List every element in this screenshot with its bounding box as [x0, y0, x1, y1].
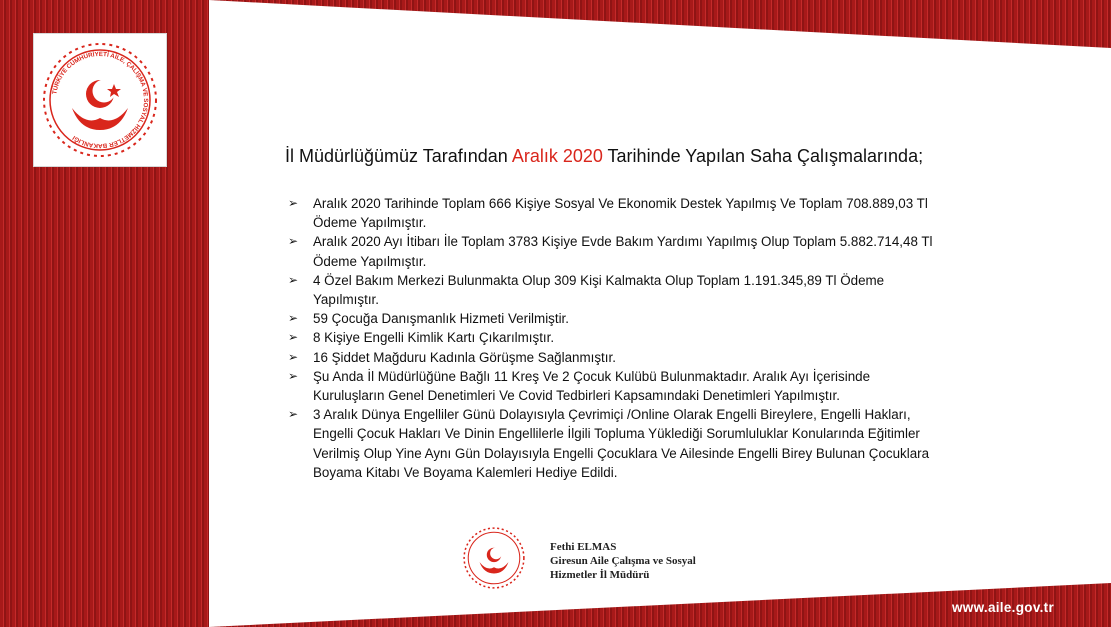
ministry-logo: [33, 33, 167, 167]
ministry-seal-icon: [34, 34, 166, 166]
list-item: ➢ 3 Aralık Dünya Engelliler Günü Dolayısıyla Çevrimiçi /Online Olarak Engelli Bireylere, Engelli Hakları, Engelli Çocuk Hakları Ve Dinin Engellilerle İlgili Topluma Yüklediği Sorumluluklar Konularında Eğitimler Verilmiş Olup Yine Aynı Gün Dolayısıyla Engelli Çocuklara Ve Ailesinde Engelli Birey Bulunan Çocuklara Boyama Kitabı Ve Boyama Kalemleri Hediye Edildi.: [288, 407, 930, 480]
list-item: ➢ 59 Çocuğa Danışmanlık Hizmeti Verilmiştir.: [288, 309, 1008, 328]
page-title: İl Müdürlüğümüz Tarafından Aralık 2020 Tarihinde Yapılan Saha Çalışmalarında;: [285, 146, 924, 166]
logo-ring-text: TÜRKİYE CUMHURİYETİ AİLE, ÇALIŞMA VE SOSYAL HİZMETLER BAKANLIĞI: [51, 50, 150, 150]
list-item: ➢ Aralık 2020 Ayı İtibarı İle Toplam 3783 Kişiye Evde Bakım Yardımı Yapılmış Olup Toplam 5.882.714,48 Tl Ödeme Yapılmıştır.: [288, 234, 933, 269]
ministry-seal-icon: [460, 524, 528, 592]
signatory-title-line: Hizmetler İl Müdürü: [550, 569, 650, 581]
signature-block: [460, 524, 740, 594]
arrow-bullet-icon: ➢: [288, 368, 299, 383]
arrow-bullet-icon: ➢: [288, 330, 299, 345]
activity-list: [288, 194, 1008, 482]
arrow-bullet-icon: ➢: [288, 234, 299, 249]
list-item: ➢ Aralık 2020 Tarihinde Toplam 666 Kişiye Sosyal Ve Ekonomik Destek Yapılmış Ve Toplam 708.889,03 Tl Ödeme Yapılmıştır.: [288, 196, 928, 231]
list-item: ➢ 8 Kişiye Engelli Kimlik Kartı Çıkarılmıştır.: [288, 328, 1008, 347]
website-url: www.aile.gov.tr: [952, 600, 1055, 615]
title-highlight-date: Aralık 2020: [511, 146, 603, 166]
signatory-name: Fethi ELMAS: [550, 541, 617, 553]
list-item: ➢ 16 Şiddet Mağduru Kadınla Görüşme Sağlanmıştır.: [288, 348, 1008, 367]
signatory-title-line: Giresun Aile Çalışma ve Sosyal: [550, 555, 696, 567]
arrow-bullet-icon: ➢: [288, 349, 299, 364]
arrow-bullet-icon: ➢: [288, 311, 299, 326]
list-item: ➢ Şu Anda İl Müdürlüğüne Bağlı 11 Kreş Ve 2 Çocuk Kulübü Bulunmaktadır. Aralık Ayı İçerisinde Kuruluşların Genel Denetimleri Ve Covid Tedbirleri Kapsamındaki Denetimleri Yapılmıştır.: [288, 368, 871, 404]
list-item: ➢ 4 Özel Bakım Merkezi Bulunmakta Olup 309 Kişi Kalmakta Olup Toplam 1.191.345,89 Tl Ödeme Yapılmıştır.: [288, 272, 885, 308]
arrow-bullet-icon: ➢: [288, 272, 299, 287]
arrow-bullet-icon: ➢: [288, 196, 299, 210]
arrow-bullet-icon: ➢: [288, 407, 299, 422]
